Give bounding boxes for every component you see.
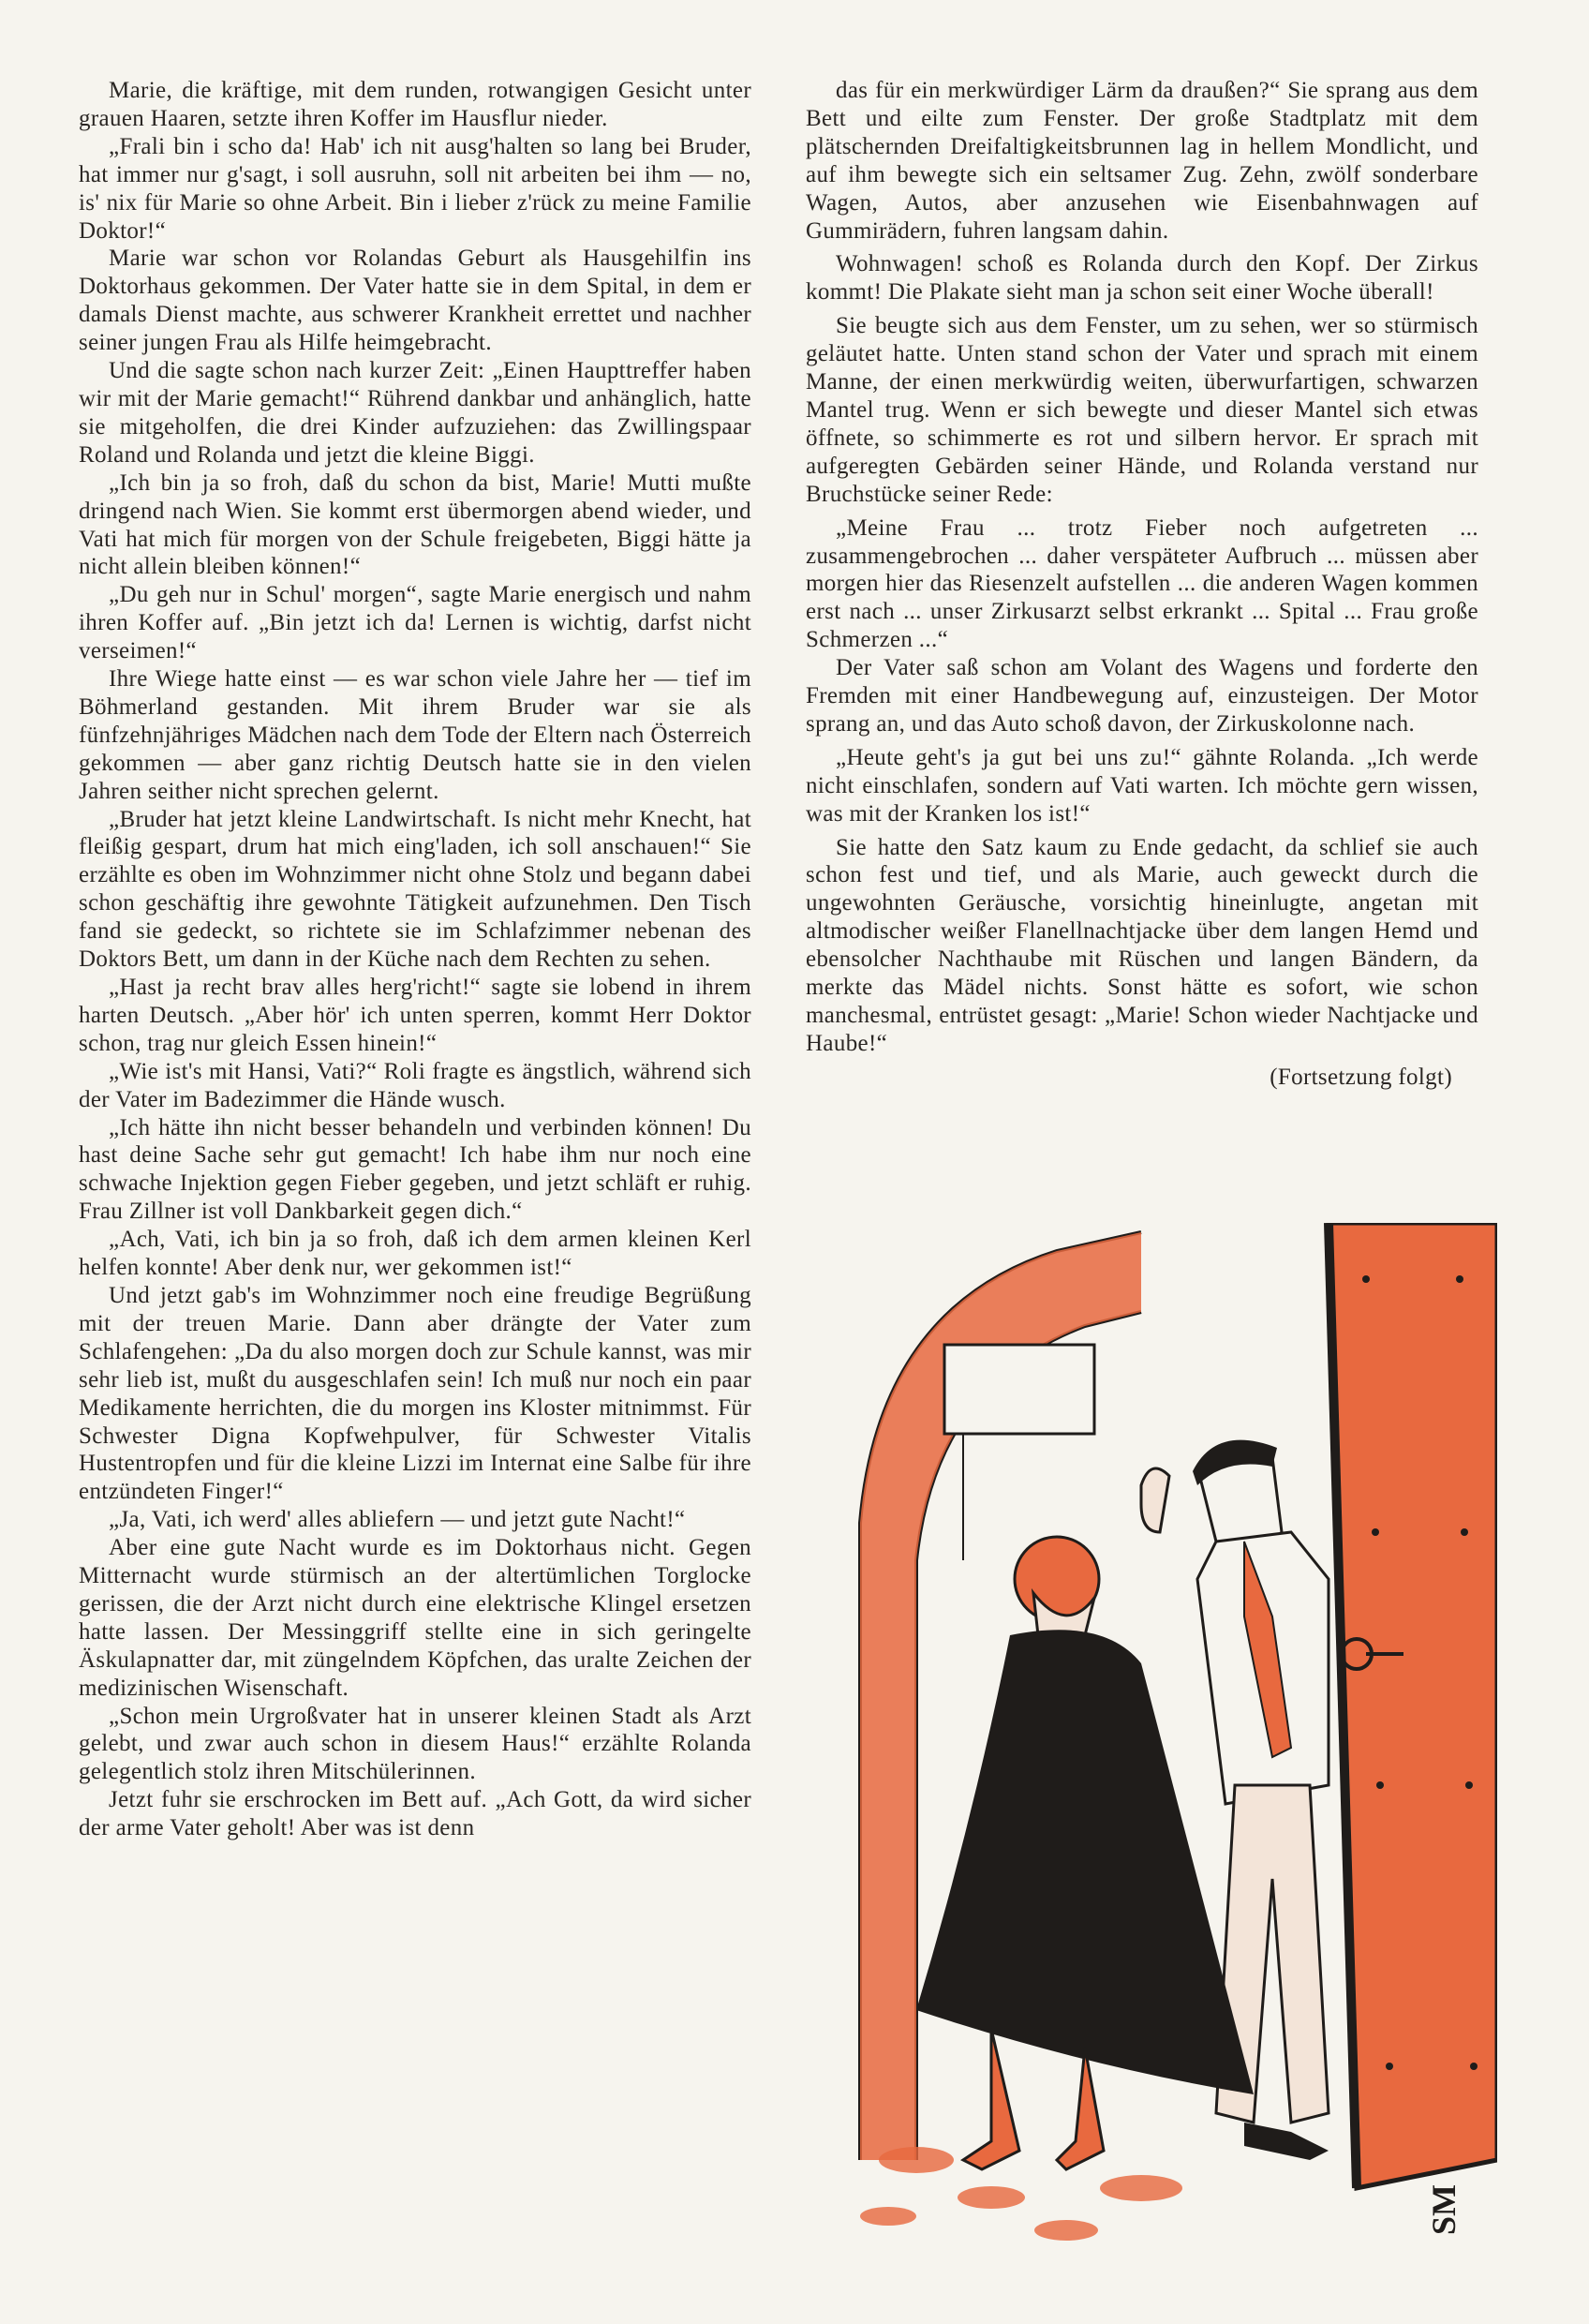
paragraph: „Wie ist's mit Hansi, Vati?“ Roli fragte es ängstlich, während sich der Vater im Badezimmer die Hände wusch.	[79, 1058, 751, 1112]
paragraph: „Hast ja recht brav alles herg'richt!“ sagte sie lobend in ihrem harten Deutsch. „Aber hör' ich unten sperren, kommt Herr Doktor schon, trag nur gleich Essen hinein!“	[79, 975, 751, 1056]
notice-board	[944, 1345, 1094, 1434]
paragraph: das für ein merkwürdiger Lärm da draußen?“ Sie sprang aus dem Bett und eilte zum Fenster. Der große Stadtplatz mit dem plätschernden Dreifaltigkeitsbrunnen lag in hellem Mondlicht, und auf ihm bewegte sich ein seltsamer Zug. Zehn, zwölf sonderbare Wagen, Autos, aber anzusehen wie Eisenbahnwagen auf Gummirädern, fuhren langsam dahin.	[806, 78, 1478, 244]
paragraph: Wohnwagen! schoß es Rolanda durch den Kopf. Der Zirkus kommt! Die Plakate sieht man ja schon seit einer Woche überall!	[806, 251, 1478, 305]
right-text-column	[806, 77, 1478, 1092]
paragraph: „Schon mein Urgroßvater hat in unserer kleinen Stadt als Arzt gelebt, und zwar auch schon in diesem Haus!“ erzählte Rolanda gelegentlich stolz ihren Mitschülerinnen.	[79, 1703, 751, 1785]
continuation-note: (Fortsetzung folgt)	[1270, 1064, 1452, 1090]
paragraph: Und jetzt gab's im Wohnzimmer noch eine freudige Begrüßung mit der treuen Marie. Dann aber drängte der Vater zum Schlafengehen: „Da du also morgen doch zur Schule kannst, was mir sehr lieb ist, mußt du ausgeschlafen sein! Ich muß nur noch ein paar Medikamente herrichten, die du morgen ins Kloster mitnimmst. Für Schwester Digna Kopfwehpulver, für Schwester Vitalis Hustentropfen und für die kleine Lizzi im Internat eine Salbe für ihre entzündeten Finger!“	[79, 1282, 751, 1505]
paragraph: Sie hatte den Satz kaum zu Ende gedacht, da schlief sie auch schon fest und tief, und als Marie, auch geweckt durch die ungewohnten Geräusche, vorsichtig hineinlugte, angetan mit altmodischer weißer Flanellnachtjacke über dem langen Hemd und ebensolcher Nachthaube mit Rüschen und langen Bändern, da merkte das Mädel nichts. Sonst hätte es sofort, wie schon manchesmal, entrüstet gesagt: „Marie! Schon wieder Nachtjacke und Haube!“	[806, 834, 1478, 1056]
paragraph: „Ich bin ja so froh, daß du schon da bist, Marie! Mutti mußte dringend nach Wien. Sie kommt erst übermorgen abend wieder, und Vati hat mich für morgen von der Schule freigebeten, Biggi hätte ja nicht allein bleiben können!“	[79, 469, 751, 580]
door	[1329, 1223, 1497, 2188]
paragraph: Der Vater saß schon am Volant des Wagens und forderte den Fremden mit einer Handbewegung auf, einzusteigen. Der Motor sprang an, und das Auto schoß davon, der Zirkuskolonne nach.	[806, 655, 1478, 737]
paragraph: Aber eine gute Nacht wurde es im Doktorhaus nicht. Gegen Mitternacht wurde stürmisch an der altertümlichen Torglocke gerissen, die der Arzt nicht durch eine elektrische Klingel ersetzen hatte lassen. Der Messinggriff stellte eine in sich geringelte Äskulapnatter dar, mit züngelndem Köpfchen, das uralte Zeichen der medizinischen Wisenschaft.	[79, 1535, 751, 1701]
paragraph: „Du geh nur in Schul' morgen“, sagte Marie energisch und nahm ihren Koffer auf. „Bin jetzt ich da! Lernen is wichtig, darfst nicht verseimen!“	[79, 582, 751, 664]
artist-monogram: SM	[1425, 2184, 1463, 2235]
story-illustration	[804, 1223, 1497, 2254]
paragraph: Marie war schon vor Rolandas Geburt als Hausgehilfin ins Doktorhaus gekommen. Der Vater hatte sie in dem Spital, in dem er damals Dienst machte, aus schwerer Krankheit errettet und nachher seiner jungen Frau als Hilfe heimgebracht.	[79, 246, 751, 356]
paragraph: Jetzt fuhr sie erschrocken im Bett auf. „Ach Gott, da wird sicher der arme Vater geholt! Aber was ist denn	[79, 1787, 751, 1841]
paragraph: „Ja, Vati, ich werd' alles abliefern — und jetzt gute Nacht!“	[109, 1507, 686, 1533]
paragraph: „Meine Frau ... trotz Fieber noch aufgetreten ... zusammengebrochen ... daher verspäteter Aufbruch ... müssen aber morgen hier das Riesenzelt aufstellen ... die anderen Wagen kommen erst nach ... unser Zirkusarzt selbst erkrankt ... Spital ... Frau große Schmerzen ...“	[806, 514, 1478, 653]
paragraph: „Heute geht's ja gut bei uns zu!“ gähnte Rolanda. „Ich werde nicht einschlafen, sondern auf Vati warten. Ich möchte gern wissen, was mit der Kranken los ist!“	[806, 744, 1478, 827]
paragraph: „Bruder hat jetzt kleine Landwirtschaft. Is nicht mehr Knecht, hat fleißig gespart, drum hat mich eing'laden, ich soll anschauen!“ Sie erzählte es oben im Wohnzimmer nicht ohne Stolz und begann dabei schon geschäftig ihre gewohnte Tätigkeit aufzunehmen. Den Tisch fand sie gedeckt, so richtete sie im Schlafzimmer nebenan des Doktors Bett, um dann in der Küche nach dem Rechten zu sehen.	[79, 806, 751, 973]
paragraph: Ihre Wiege hatte einst — es war schon viele Jahre her — tief im Böhmerland gestanden. Mit ihrem Bruder war sie als fünfzehnjähriges Mädchen nach dem Tode der Eltern nach Österreich gekommen — aber ganz richtig Deutsch hatte sie in den vielen Jahren seither nicht sprechen gelernt.	[79, 666, 751, 804]
paragraph: „Frali bin i scho da! Hab' ich nit ausg'halten so lang bei Bruder, hat immer nur g'sagt, i soll ausruhn, soll nit arbeiten bei ihm — no, is' nix für Marie so ohne Arbeit. Bin i lieber z'rück zu meine Familie Doktor!“	[79, 133, 751, 244]
paragraph: Sie beugte sich aus dem Fenster, um zu sehen, wer so stürmisch geläutet hatte. Unten stand schon der Vater und sprach mit einem Manne, der einen merkwürdig weiten, überwurfartigen, schwarzen Mantel trug. Wenn er sich bewegte und dieser Mantel sich etwas öffnete, so schimmerte es rot und silbern hervor. Er sprach mit aufgeregten Gebärden seiner Hände, und Rolanda verstand nur Bruchstücke seiner Rede:	[806, 313, 1478, 507]
paragraph: Marie, die kräftige, mit dem runden, rotwangigen Gesicht unter grauen Haaren, setzte ihren Koffer im Hausflur nieder.	[79, 78, 751, 131]
paragraph: „Ich hätte ihn nicht besser behandeln und verbinden können! Du hast deine Sache sehr gut gemacht! Ich habe ihm nur noch eine schwache Injektion gegen Fieber gegeben, und jetzt schläft er ruhig. Frau Zillner ist voll Dankbarkeit gegen dich.“	[79, 1114, 751, 1225]
paragraph: „Ach, Vati, ich bin ja so froh, daß ich dem armen kleinen Kerl helfen konnte! Aber denk nur, wer gekommen ist!“	[79, 1227, 751, 1281]
cobblestones	[860, 2147, 1182, 2241]
paragraph: Und die sagte schon nach kurzer Zeit: „Einen Haupttreffer haben wir mit der Marie gemacht!“ Rührend dankbar und anhänglich, hatte sie mitgeholfen, die drei Kinder aufzuziehen: das Zwillingspaar Roland und Rolanda und jetzt die kleine Biggi.	[79, 358, 751, 468]
left-text-column	[79, 77, 751, 1842]
